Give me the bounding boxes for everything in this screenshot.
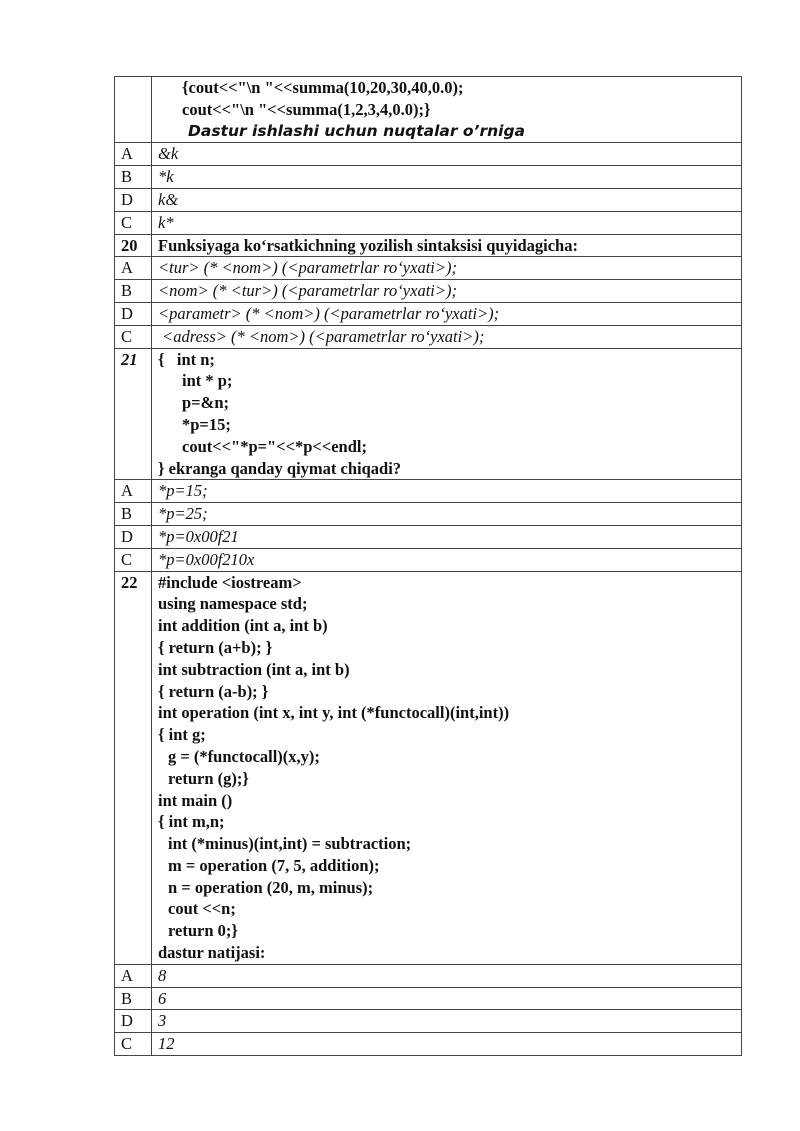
- answer-text: 6: [152, 987, 742, 1010]
- answer-text: <adress> (* <nom>) (<parametrlar ro‘yxati>);: [152, 325, 742, 348]
- question-prompt: Dastur ishlashi uchun nuqtalar o’rniga: [188, 121, 526, 140]
- answer-row: [115, 1033, 742, 1056]
- answer-row: [115, 143, 742, 166]
- question-row-21: [115, 348, 742, 480]
- code-line: int main (): [158, 790, 233, 810]
- answer-row: [115, 302, 742, 325]
- test-questions-table: [114, 76, 742, 1056]
- answer-text: *p=0x00f21: [152, 525, 742, 548]
- code-line: cout<<"*p="<<*p<<endl;: [182, 436, 367, 456]
- code-line: cout <<n;: [168, 899, 236, 919]
- code-line: int * p;: [182, 371, 233, 391]
- question-number: 21: [115, 348, 152, 480]
- answer-row: [115, 503, 742, 526]
- question-text: Funksiyaga ko‘rsatkichning yozilish sintaksisi quyidagicha:: [152, 234, 742, 257]
- question-row-20: [115, 234, 742, 257]
- code-line: { int g;: [158, 725, 206, 745]
- question-text: } ekranga qanday qiymat chiqadi?: [158, 458, 402, 478]
- answer-letter: A: [115, 143, 152, 166]
- answer-row: [115, 280, 742, 303]
- answer-letter: B: [115, 987, 152, 1010]
- answer-letter: B: [115, 503, 152, 526]
- code-line: { int m,n;: [158, 812, 225, 832]
- answer-row: [115, 480, 742, 503]
- code-line: int operation (int x, int y, int (*functocall)(int,int)): [158, 703, 510, 723]
- answer-text: 3: [152, 1010, 742, 1033]
- answer-letter: B: [115, 166, 152, 189]
- code-line: n = operation (20, m, minus);: [168, 877, 374, 897]
- code-line: #include <iostream>: [158, 572, 302, 592]
- question-code-cell: [152, 77, 742, 143]
- question-number-cell: [115, 77, 152, 143]
- question-row-22: [115, 571, 742, 964]
- answer-row: [115, 525, 742, 548]
- answer-text: <parametr> (* <nom>) (<parametrlar ro‘yxati>);: [152, 302, 742, 325]
- question-number: 20: [115, 234, 152, 257]
- code-block: [158, 572, 741, 943]
- answer-letter: C: [115, 211, 152, 234]
- code-line: { return (a+b); }: [158, 637, 273, 657]
- answer-text: <tur> (* <nom>) (<parametrlar ro‘yxati>);: [152, 257, 742, 280]
- answer-row: [115, 211, 742, 234]
- answer-text: <nom> (* <tur>) (<parametrlar ro‘yxati>);: [152, 280, 742, 303]
- answer-text: *p=0x00f210x: [152, 548, 742, 571]
- answer-letter: C: [115, 1033, 152, 1056]
- answer-text: k*: [152, 211, 742, 234]
- answer-letter: C: [115, 325, 152, 348]
- code-line: *p=15;: [182, 414, 231, 434]
- answer-row: [115, 188, 742, 211]
- question-row-19-continuation: [115, 77, 742, 143]
- code-line: m = operation (7, 5, addition);: [168, 855, 380, 875]
- code-line: int subtraction (int a, int b): [158, 659, 350, 679]
- answer-letter: A: [115, 257, 152, 280]
- code-line: p=&n;: [182, 393, 229, 413]
- answer-text: k&: [152, 188, 742, 211]
- answer-letter: C: [115, 548, 152, 571]
- answer-row: [115, 964, 742, 987]
- code-line: return (g);}: [168, 768, 249, 788]
- question-code-cell: [152, 571, 742, 964]
- answer-text: 8: [152, 964, 742, 987]
- code-line: int addition (int a, int b): [158, 616, 328, 636]
- answer-row: [115, 987, 742, 1010]
- answer-letter: A: [115, 964, 152, 987]
- answer-row: [115, 548, 742, 571]
- answer-text: *p=15;: [152, 480, 742, 503]
- answer-row: [115, 1010, 742, 1033]
- answer-letter: A: [115, 480, 152, 503]
- answer-text: *k: [152, 166, 742, 189]
- answer-text: *p=25;: [152, 503, 742, 526]
- question-code-cell: [152, 348, 742, 480]
- result-label: dastur natijasi:: [158, 943, 266, 963]
- code-line: g = (*functocall)(x,y);: [168, 746, 320, 766]
- answer-row: [115, 166, 742, 189]
- code-line: using namespace std;: [158, 594, 308, 614]
- answer-letter: D: [115, 525, 152, 548]
- code-line: return 0;}: [168, 921, 238, 941]
- answer-row: [115, 325, 742, 348]
- answer-letter: D: [115, 302, 152, 325]
- question-number: 22: [115, 571, 152, 964]
- code-line: { return (a-b); }: [158, 681, 269, 701]
- answer-letter: D: [115, 1010, 152, 1033]
- code-line: int (*minus)(int,int) = subtraction;: [168, 834, 412, 854]
- answer-text: 12: [152, 1033, 742, 1056]
- code-line: cout<<"\n "<<summa(1,2,3,4,0.0);}: [182, 99, 431, 119]
- answer-letter: B: [115, 280, 152, 303]
- answer-text: &k: [152, 143, 742, 166]
- answer-letter: D: [115, 188, 152, 211]
- code-line: { int n;: [158, 349, 215, 369]
- answer-row: [115, 257, 742, 280]
- code-line: {cout<<"\n "<<summa(10,20,30,40,0.0);: [182, 78, 464, 97]
